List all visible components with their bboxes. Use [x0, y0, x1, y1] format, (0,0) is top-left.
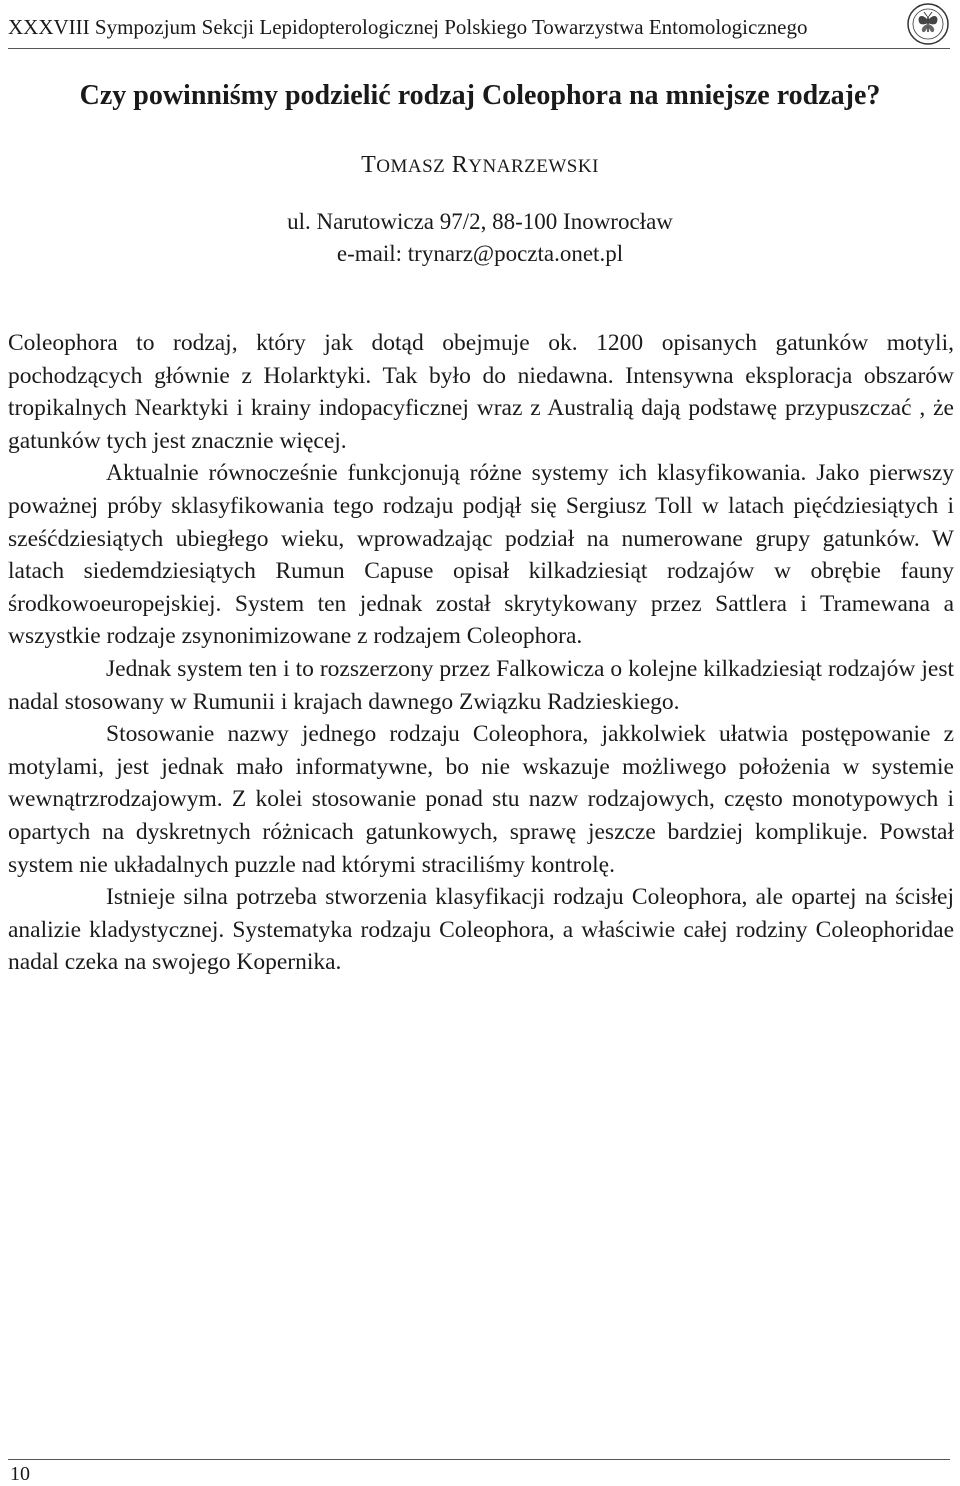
author-name	[0, 148, 960, 184]
paragraph-2: Aktualnie równocześnie funkcjonują różne systemy ich klasyfikowania. Jako pierwszy poważnej próby sklasyfikowania tego rodzaju podjął się Sergiusz Toll w latach pięćdziesiątych i sześćdziesiątych ubiegłego wieku, wprowadzając podział na numerowane grupy gatunków. W latach siedemdziesiątych Rumun Capuse opisał kilkadziesiąt rodzajów w obrębie fauny środkowoeuropejskiej. System ten jednak został skrytykowany przez Sattlera i Tramewana a wszystkie rodzaje zsynonimizowane z rodzajem Coleophora.	[8, 460, 954, 650]
paragraph-5: Istnieje silna potrzeba stworzenia klasyfikacji rodzaju Coleophora, ale opartej na ścisłej analizie kladystycznej. Systematyka rodzaju Coleophora, a właściwie całej rodziny Coleophoridae nadal czeka na swojego Kopernika.	[8, 884, 954, 976]
author-last-initial: R	[451, 152, 469, 178]
author-address: ul. Narutowicza 97/2, 88-100 Inowrocław	[287, 209, 673, 234]
paragraph-1: Coleophora to rodzaj, który jak dotąd obejmuje ok. 1200 opisanych gatunków motyli, pochodzących głównie z Holarktyki. Tak było do niedawna. Intensywna eksploracja obszarów tropikalnych Nearktyki i krainy indopacyficznej wraz z Australią dają podstawę przypuszczać , że gatunków tych jest znacznie więcej.	[8, 330, 954, 454]
paragraph-3: Jednak system ten i to rozszerzony przez Falkowicza o kolejne kilkadziesiąt rodzajów jest nadal stosowany w Rumunii i krajach dawnego Związku Radzieskiego.	[8, 655, 954, 715]
author-first-initial: T	[361, 152, 377, 178]
society-seal-butterfly-icon	[906, 2, 950, 46]
author-affiliation	[0, 206, 960, 270]
author-email: e-mail: trynarz@poczta.onet.pl	[336, 241, 624, 266]
paragraph-4: Stosowanie nazwy jednego rodzaju Coleophora, jakkolwiek ułatwia postępowanie z motylami, jest jednak mało informatywne, bo nie wskazuje możliwego położenia w systemie wewnątrzrodzajowym. Z kolei stosowanie ponad stu nazw rodzajowych, często monotypowych i opartych na dyskretnych różnicach gatunkowych, sprawę jeszcze bardziej komplikuje. Powstał system nie układalnych puzzle nad którymi straciliśmy kontrolę.	[8, 721, 954, 878]
header-divider	[8, 48, 950, 49]
article-body	[8, 327, 954, 979]
footer-divider	[8, 1459, 950, 1460]
page-number: 10	[10, 1463, 30, 1485]
article-title: Czy powinniśmy podzielić rodzaj Coleophora na mniejsze rodzaje?	[79, 80, 881, 111]
running-header: XXXVIII Sympozjum Sekcji Lepidopterologicznej Polskiego Towarzystwa Entomologicznego	[8, 15, 808, 39]
author-first-rest: OMASZ	[376, 156, 446, 177]
author-last-rest: YNARZEWSKI	[468, 156, 599, 177]
